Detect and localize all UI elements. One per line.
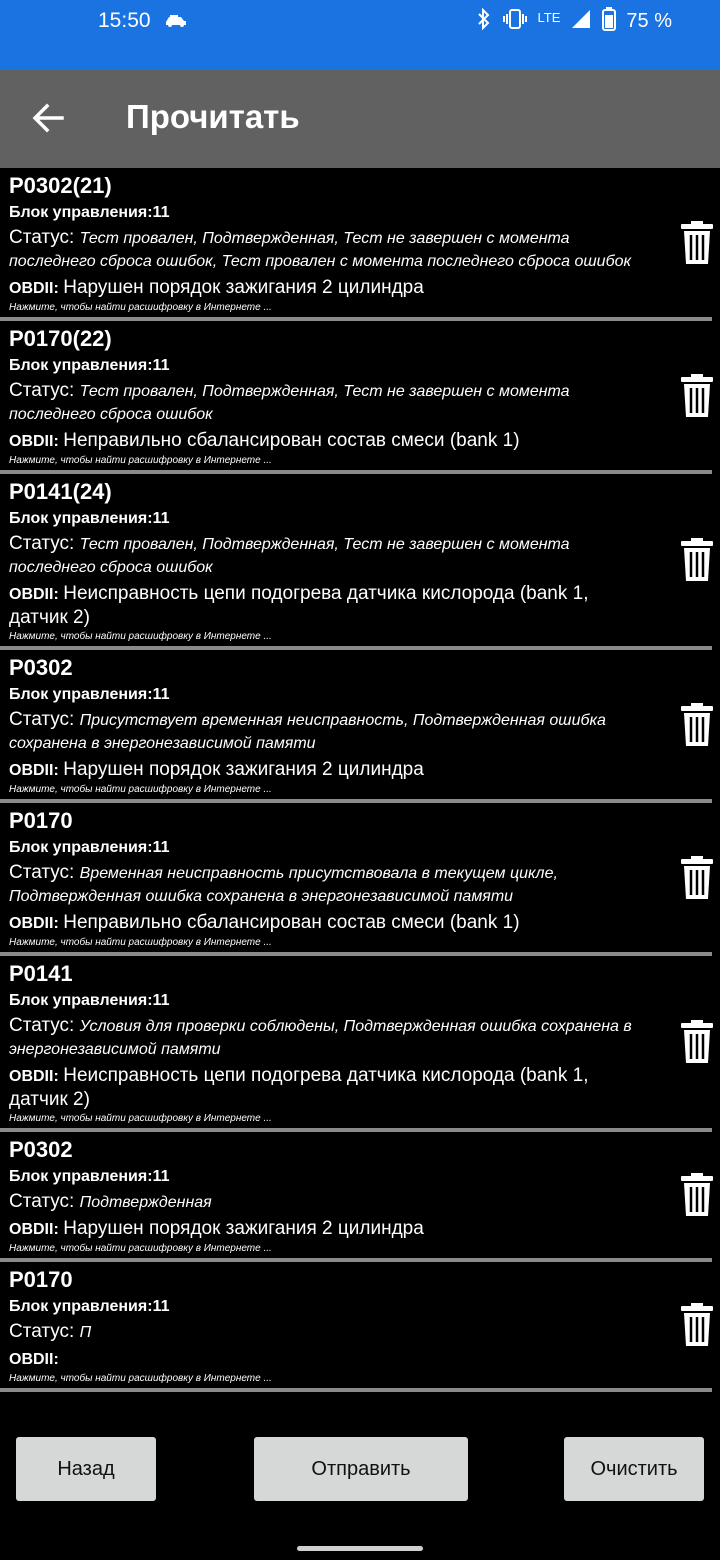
obd-line bbox=[9, 911, 632, 935]
error-code: P0170 bbox=[9, 808, 73, 833]
list-item[interactable] bbox=[0, 803, 712, 956]
status-line bbox=[9, 709, 632, 755]
obd-line bbox=[9, 429, 632, 453]
delete-trash-icon[interactable] bbox=[680, 1020, 714, 1064]
status-value: Условия для проверки соблюдены, Подтвержденная ошибка сохранена в энергонезависимой памяти bbox=[9, 1018, 632, 1058]
obd-description: Неисправность цепи подогрева датчика кислорода (bank 1, датчик 2) bbox=[9, 1065, 589, 1110]
status-line bbox=[9, 1191, 632, 1214]
send-button[interactable]: Отправить bbox=[254, 1437, 468, 1501]
list-item[interactable] bbox=[0, 474, 712, 650]
obd-line bbox=[9, 582, 632, 629]
signal-icon bbox=[570, 8, 592, 35]
obd-line bbox=[9, 276, 632, 300]
search-hint-link[interactable]: Нажмите, чтобы найти расшифровку в Интернете ... bbox=[9, 1373, 272, 1384]
control-unit: Блок управления:11 bbox=[9, 510, 170, 527]
search-hint-link[interactable]: Нажмите, чтобы найти расшифровку в Интернете ... bbox=[9, 1243, 272, 1254]
list-item[interactable] bbox=[0, 956, 712, 1132]
list-item[interactable] bbox=[0, 168, 712, 321]
status-line bbox=[9, 1015, 632, 1061]
error-code: P0302 bbox=[9, 655, 73, 680]
search-hint-link[interactable]: Нажмите, чтобы найти расшифровку в Интернете ... bbox=[9, 784, 272, 795]
error-code: P0170 bbox=[9, 1267, 73, 1292]
delete-trash-icon[interactable] bbox=[680, 1173, 714, 1217]
status-label: Статус: bbox=[9, 227, 80, 248]
delete-trash-icon[interactable] bbox=[680, 374, 714, 418]
control-unit: Блок управления:11 bbox=[9, 357, 170, 374]
battery-icon bbox=[602, 7, 616, 36]
obd-line bbox=[9, 1064, 632, 1111]
control-unit: Блок управления:11 bbox=[9, 992, 170, 1009]
obd-label: OBDII: bbox=[9, 433, 64, 450]
search-hint-link[interactable]: Нажмите, чтобы найти расшифровку в Интернете ... bbox=[9, 937, 272, 948]
status-line bbox=[9, 227, 632, 273]
app-bar bbox=[0, 70, 720, 168]
status-value: Тест провален, Подтвержденная, Тест не завершен с момента последнего сброса ошибок, Тест провален с момента последнего сброса ошибок bbox=[9, 230, 632, 270]
obd-description: Неправильно сбалансирован состав смеси (bank 1) bbox=[63, 912, 520, 933]
error-code: P0302 bbox=[9, 1137, 73, 1162]
bluetooth-icon bbox=[476, 7, 492, 36]
obd-label: OBDII: bbox=[9, 762, 64, 779]
obd-label: OBDII: bbox=[9, 915, 64, 932]
error-code-list[interactable] bbox=[0, 168, 720, 1406]
obd-description: Нарушен порядок зажигания 2 цилиндра bbox=[63, 759, 424, 780]
list-item[interactable] bbox=[0, 650, 712, 803]
status-value: Присутствует временная неисправность, Подтвержденная ошибка сохранена в энергонезависимой памяти bbox=[9, 712, 606, 752]
status-label: Статус: bbox=[9, 380, 80, 401]
list-item[interactable] bbox=[0, 321, 712, 474]
obd-description: Неисправность цепи подогрева датчика кислорода (bank 1, датчик 2) bbox=[9, 583, 589, 628]
search-hint-link[interactable]: Нажмите, чтобы найти расшифровку в Интернете ... bbox=[9, 631, 272, 642]
battery-percent: 75 % bbox=[626, 9, 672, 32]
status-value: Тест провален, Подтвержденная, Тест не завершен с момента последнего сброса ошибок bbox=[9, 383, 570, 423]
status-value: Подтвержденная bbox=[79, 1194, 212, 1211]
control-unit: Блок управления:11 bbox=[9, 1168, 170, 1185]
status-line bbox=[9, 1321, 632, 1344]
gesture-nav-handle[interactable] bbox=[297, 1546, 423, 1551]
clock: 15:50 bbox=[98, 9, 151, 32]
obd-label: OBDII: bbox=[9, 1351, 59, 1368]
control-unit: Блок управления:11 bbox=[9, 204, 170, 221]
back-button[interactable]: Назад bbox=[16, 1437, 156, 1501]
obd-description: Нарушен порядок зажигания 2 цилиндра bbox=[63, 1218, 424, 1239]
delete-trash-icon[interactable] bbox=[680, 856, 714, 900]
obd-description: Нарушен порядок зажигания 2 цилиндра bbox=[63, 277, 424, 298]
obd-line bbox=[9, 758, 632, 782]
delete-trash-icon[interactable] bbox=[680, 1303, 714, 1347]
delete-trash-icon[interactable] bbox=[680, 221, 714, 265]
error-code: P0170(22) bbox=[9, 326, 112, 351]
network-type: LTE bbox=[537, 9, 561, 25]
status-label: Статус: bbox=[9, 709, 80, 730]
status-label: Статус: bbox=[9, 862, 80, 883]
obd-description: Неправильно сбалансирован состав смеси (bank 1) bbox=[63, 430, 520, 451]
control-unit: Блок управления:11 bbox=[9, 1298, 170, 1315]
obd-line bbox=[9, 1347, 632, 1371]
status-icons bbox=[476, 7, 672, 35]
search-hint-link[interactable]: Нажмите, чтобы найти расшифровку в Интернете ... bbox=[9, 455, 272, 466]
error-code: P0302(21) bbox=[9, 173, 112, 198]
status-value: Тест провален, Подтвержденная, Тест не завершен с момента последнего сброса ошибок bbox=[9, 536, 570, 576]
status-label: Статус: bbox=[9, 1321, 80, 1342]
bottom-bar bbox=[0, 1406, 720, 1560]
obd-line bbox=[9, 1217, 632, 1241]
control-unit: Блок управления:11 bbox=[9, 839, 170, 856]
status-label: Статус: bbox=[9, 1015, 80, 1036]
system-status-bar bbox=[0, 0, 720, 70]
back-arrow-icon[interactable] bbox=[28, 98, 68, 138]
status-line bbox=[9, 533, 632, 579]
list-item[interactable] bbox=[0, 1262, 712, 1392]
vibrate-icon bbox=[502, 8, 528, 35]
status-label: Статус: bbox=[9, 1191, 80, 1212]
obd-label: OBDII: bbox=[9, 280, 64, 297]
obd-label: OBDII: bbox=[9, 1221, 64, 1238]
clear-button[interactable]: Очистить bbox=[564, 1437, 704, 1501]
status-value: П bbox=[79, 1324, 92, 1341]
status-label: Статус: bbox=[9, 533, 80, 554]
control-unit: Блок управления:11 bbox=[9, 686, 170, 703]
page-title: Прочитать bbox=[126, 98, 300, 135]
delete-trash-icon[interactable] bbox=[680, 703, 714, 747]
search-hint-link[interactable]: Нажмите, чтобы найти расшифровку в Интернете ... bbox=[9, 302, 272, 313]
search-hint-link[interactable]: Нажмите, чтобы найти расшифровку в Интернете ... bbox=[9, 1113, 272, 1124]
status-line bbox=[9, 862, 632, 908]
status-value: Временная неисправность присутствовала в текущем цикле, Подтвержденная ошибка сохранена в энергонезависимой памяти bbox=[9, 865, 558, 905]
error-code: P0141(24) bbox=[9, 479, 112, 504]
list-item[interactable] bbox=[0, 1132, 712, 1262]
obd-label: OBDII: bbox=[9, 1068, 64, 1085]
obd-label: OBDII: bbox=[9, 586, 64, 603]
error-code: P0141 bbox=[9, 961, 73, 986]
status-line bbox=[9, 380, 632, 426]
delete-trash-icon[interactable] bbox=[680, 538, 714, 582]
car-notification-icon bbox=[164, 13, 188, 34]
